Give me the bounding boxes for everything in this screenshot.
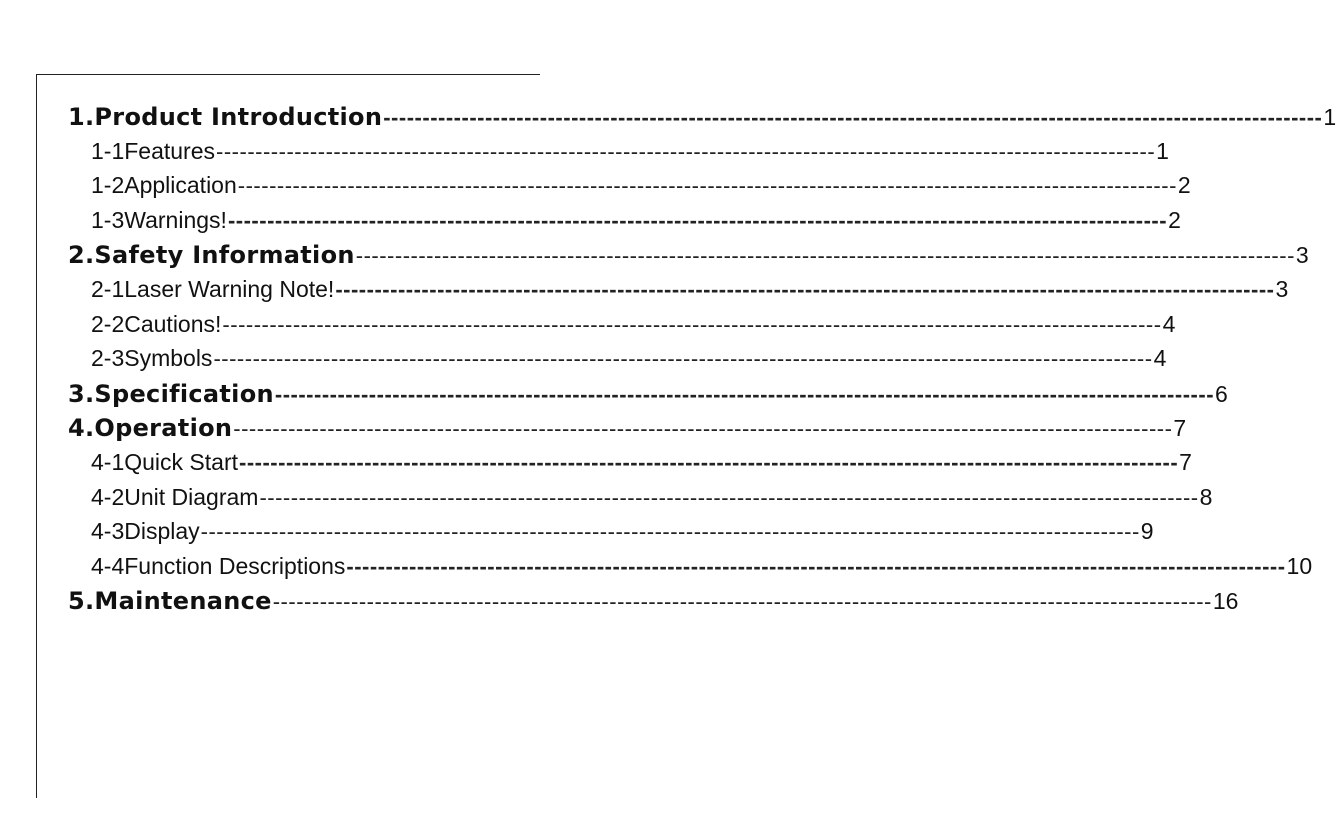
toc-entry-title: 4-1Quick Start — [91, 449, 238, 475]
toc-entry[interactable] — [91, 552, 1313, 583]
toc-entry-page-number: 4 — [1162, 310, 1176, 337]
toc-entry-title: 4-3Display — [91, 518, 200, 545]
toc-entry-title: 1.Product Introduction — [68, 103, 383, 131]
toc-entry[interactable] — [68, 241, 1309, 271]
toc-entry-page-number: 7 — [1173, 415, 1187, 442]
toc-entry[interactable] — [91, 137, 1169, 168]
toc-entry-page-number: 6 — [1215, 380, 1228, 407]
toc-entry-title: 3.Specification — [68, 379, 274, 408]
toc-entry-page-number: 8 — [1199, 483, 1213, 510]
toc-dot-leader: ------------------------------------------------------------------------------------------------------------------------ — [272, 589, 1212, 615]
toc-entry[interactable] — [91, 449, 1192, 479]
toc-entry-page-number: 4 — [1153, 345, 1167, 372]
toc-entry[interactable] — [91, 310, 1176, 341]
toc-entry[interactable] — [91, 518, 1154, 548]
toc-entry-title: 2-1Laser Warning Note! — [91, 276, 335, 302]
toc-dot-leader: ------------------------------------------------------------------------------------------------------------------------ — [259, 484, 1199, 510]
toc-entry-page-number: 3 — [1295, 242, 1309, 269]
toc-entry[interactable] — [91, 345, 1167, 375]
toc-entry-title: 1-2Application — [91, 172, 237, 199]
toc-entry[interactable] — [91, 483, 1213, 514]
toc-entry-title: 4-2Unit Diagram — [91, 483, 259, 510]
toc-entry-page-number: 9 — [1140, 518, 1154, 545]
toc-entry[interactable] — [91, 172, 1191, 202]
toc-entry-page-number: 10 — [1286, 552, 1313, 579]
toc-dot-leader: ------------------------------------------------------------------------------------------------------------------------ — [237, 173, 1177, 199]
toc-entry-title: 1-3Warnings! — [91, 206, 227, 233]
toc-entry[interactable] — [91, 276, 1289, 306]
toc-entry-title: 1-1Features — [91, 137, 216, 164]
toc-dot-leader: ------------------------------------------------------------------------------------------------------------------------ — [222, 311, 1162, 337]
toc-dot-leader: ------------------------------------------------------------------------------------------------------------------------ — [227, 207, 1168, 233]
toc-dot-leader: ------------------------------------------------------------------------------------------------------------------------ — [274, 381, 1215, 407]
toc-entry[interactable] — [91, 206, 1181, 237]
toc-entry-title: 2-3Symbols — [91, 345, 213, 372]
toc-entry-title: 2.Safety Information — [68, 241, 355, 270]
toc-entry-title: 4-4Function Descriptions — [91, 552, 346, 579]
toc-entry[interactable] — [68, 103, 1336, 133]
toc-entry-page-number: 7 — [1179, 449, 1192, 475]
toc-dot-leader: ------------------------------------------------------------------------------------------------------------------------ — [239, 450, 1179, 475]
toc-entry-page-number: 1 — [1323, 104, 1336, 130]
toc-dot-leader: ------------------------------------------------------------------------------------------------------------------------ — [213, 346, 1153, 372]
toc-dot-leader: ------------------------------------------------------------------------------------------------------------------------ — [233, 416, 1173, 442]
toc-entry-title: 4.Operation — [68, 414, 233, 443]
toc-dot-leader: ------------------------------------------------------------------------------------------------------------------------ — [200, 519, 1140, 545]
toc-entry-page-number: 16 — [1212, 588, 1239, 615]
toc-dot-leader: ------------------------------------------------------------------------------------------------------------------------ — [335, 277, 1275, 302]
toc-entry-title: 5.Maintenance — [68, 587, 272, 616]
toc-entry[interactable] — [68, 414, 1187, 444]
toc-entry-page-number: 3 — [1275, 276, 1289, 302]
toc-entry-page-number: 2 — [1168, 206, 1181, 233]
toc-entry-title: 2-2Cautions! — [91, 310, 222, 337]
toc-dot-leader: ------------------------------------------------------------------------------------------------------------------------ — [383, 105, 1323, 130]
toc-dot-leader: ------------------------------------------------------------------------------------------------------------------------ — [346, 553, 1286, 579]
toc-dot-leader: ------------------------------------------------------------------------------------------------------------------------ — [355, 243, 1295, 269]
toc-entry-page-number: 2 — [1177, 172, 1191, 199]
toc-entry[interactable] — [68, 379, 1228, 410]
toc-entry[interactable] — [68, 587, 1239, 617]
toc-dot-leader: ------------------------------------------------------------------------------------------------------------------------ — [216, 138, 1156, 164]
toc-entry-page-number: 1 — [1156, 137, 1169, 164]
